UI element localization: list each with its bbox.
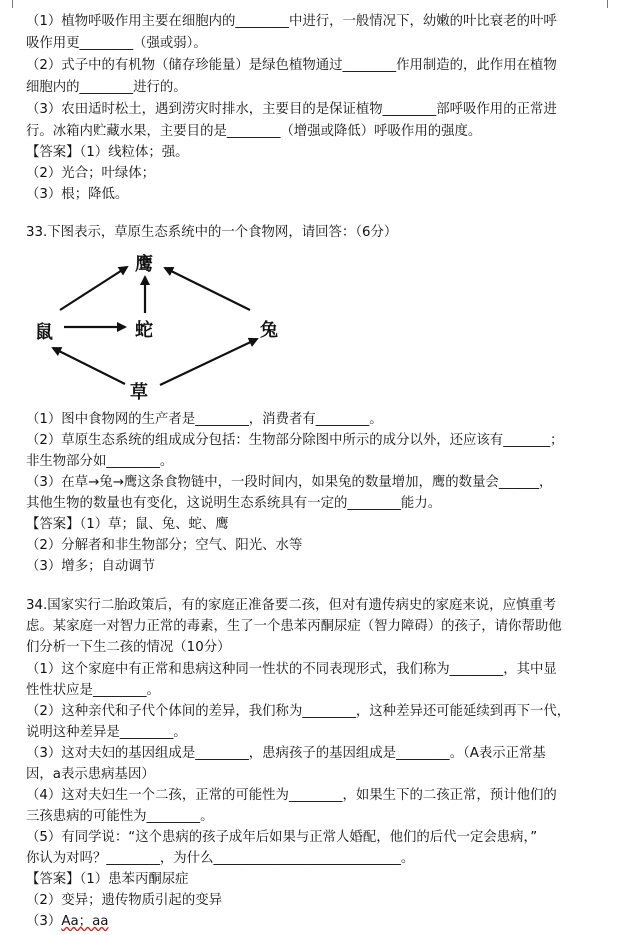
- text-line: 你认为对吗？________，为什么____________________________。: [26, 851, 415, 866]
- arrow-rabbit-to-eagle: [165, 268, 250, 310]
- text-line: （2）式子中的有机物（储存珍能量）是绿色植物通过________作用制造的，此作用在植物: [26, 58, 557, 73]
- answer-line: [26, 913, 108, 931]
- food-web-node-mouse: 鼠: [35, 322, 53, 343]
- question-34-text: 34.国家实行二胎政策后，有的家庭正准备要二孩，但对有遗传病史的家庭来说，应慎重考: [26, 598, 557, 613]
- text-line: （3）这对夫妇的基因组成是________，患病孩子的基因组成是________。（A表示正常基: [26, 746, 546, 761]
- question-33-title: 33.下图表示，草原生态系统中的一个食物网，请回答：（6分）: [26, 225, 398, 240]
- text-line: 说明这种差异是________。: [26, 725, 187, 740]
- arrow-mouse-to-eagle: [60, 267, 127, 310]
- text-line: 非生物部分如________。: [26, 454, 174, 469]
- text-line: （2）草原生态系统的组成成分包括：生物部分除图中所示的成分以外，还应该有_______；: [26, 433, 564, 448]
- question-34-text: 虑。某家庭一对智力正常的毒素，生了一个患苯丙酮尿症（智力障碍）的孩子，请你帮助他: [26, 619, 562, 634]
- arrow-grass-to-mouse: [53, 348, 125, 384]
- text-line: 三孩患病的可能性为________。: [26, 809, 214, 824]
- text-line: （1）这个家庭中有正常和患病这种同一性状的不同表现形式，我们称为________，其中显: [26, 662, 557, 677]
- answer-prefix: （3）: [26, 914, 62, 929]
- answer-line: （2）变异；遗传物质引起的变异: [26, 893, 222, 908]
- text-line: 性性状应是________。: [26, 683, 160, 698]
- text-line: 因，a表示患病基因）: [26, 767, 155, 782]
- text-line: （3）在草→兔→鹰这条食物链中，一段时间内，如果兔的数量增加，鹰的数量会______，: [26, 475, 553, 490]
- text-line: 行。冰箱内贮藏水果，主要目的是________（增强或降低）呼吸作用的强度。: [26, 124, 482, 139]
- text-line: （5）有同学说：“这个患病的孩子成年后如果与正常人婚配，他们的后代一定会患病，”: [26, 830, 538, 845]
- text-line: 细胞内的________进行的。: [26, 80, 187, 95]
- arrow-grass-to-rabbit: [160, 339, 257, 385]
- answer-line: （3）增多；自动调节: [26, 559, 156, 574]
- text-line: （2）这种亲代和子代个体间的差异，我们称为________，这种差异还可能延续到再下一代，: [26, 704, 571, 719]
- text-line: （1）图中食物网的生产者是________，消费者有________。: [26, 412, 383, 427]
- food-web-node-eagle: 鹰: [135, 254, 153, 275]
- text-line: （3）农田适时松土，遇到涝灾时排水，主要目的是保证植物________部呼吸作用的正常进: [26, 102, 557, 117]
- text-line: 吸作用更________（强或弱）。: [26, 36, 207, 51]
- genotype-answer: Aa；aa: [61, 914, 109, 929]
- answer-line: 【答案】（1）线粒体；强。: [26, 145, 189, 160]
- answer-line: 【答案】（1）患苯丙酮尿症: [26, 872, 189, 887]
- food-web-node-rabbit: 兔: [260, 320, 278, 341]
- question-34-text: 们分析一下生二孩的情况（10分）: [26, 640, 231, 655]
- answer-line: （2）分解者和非生物部分；空气、阳光、水等: [26, 538, 303, 553]
- answer-line: （3）根；降低。: [26, 187, 129, 202]
- food-web-node-snake: 蛇: [135, 320, 153, 341]
- text-line: （4）这对夫妇生一个二孩，正常的可能性为________，如果生下的二孩正常，预计他们的: [26, 788, 557, 803]
- answer-line: （2）光合；叶绿体；: [26, 166, 156, 181]
- text-line: （1）植物呼吸作用主要在细胞内的________中进行，一般情况下，幼嫩的叶比衰老的叶呼: [26, 14, 557, 29]
- food-web-node-grass: 草: [130, 382, 148, 403]
- text-line: 其他生物的数量也有变化，这说明生态系统具有一定的________能力。: [26, 496, 442, 511]
- answer-line: 【答案】（1）草；鼠、兔、蛇、鹰: [26, 517, 229, 532]
